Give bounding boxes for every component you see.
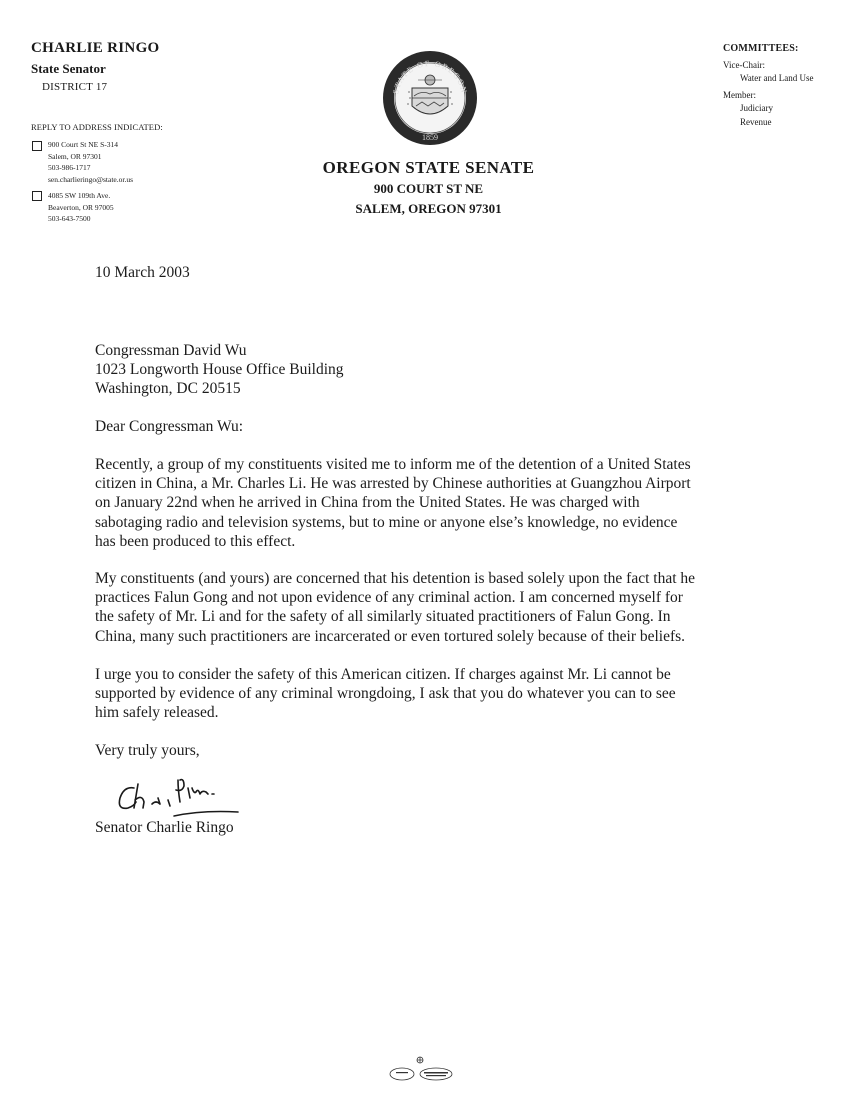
paragraph-line: the safety of Mr. Li and for the safety of all similarly situated practitioners of Falun Gong. In	[95, 608, 671, 626]
address-line: 900 Court St NE S-314	[48, 140, 119, 149]
paragraph-line: practices Falun Gong and not upon evidence of any criminal action. I am concerned myself for	[95, 589, 683, 607]
senate-street: 900 COURT ST NE	[373, 181, 484, 196]
committee-item: Water and Land Use	[740, 73, 814, 83]
oregon-seal-icon	[382, 50, 478, 146]
signer-name: Senator Charlie Ringo	[95, 819, 234, 836]
reply-to-label: REPLY TO ADDRESS INDICATED:	[31, 122, 163, 132]
senator-name: CHARLIE RINGO	[31, 40, 160, 56]
paragraph-line: him safely released.	[95, 704, 219, 722]
paragraph-line: My constituents (and yours) are concerned that his detention is based solely upon the fact that he	[95, 570, 696, 587]
senate-title: OREGON STATE SENATE	[322, 158, 535, 177]
paragraph-line: China, many such practitioners are incarcerated or even tortured solely because of their beliefs.	[95, 627, 686, 645]
paragraph-line: has been produced to this effect.	[95, 532, 296, 550]
address-line: Salem, OR 97301	[48, 151, 102, 161]
address-line: Beaverton, OR 97005	[48, 202, 114, 212]
address-phone: 503-643-7500	[48, 214, 91, 223]
letter-closing: Very truly yours,	[95, 742, 200, 759]
handwritten-signature	[112, 774, 252, 824]
vice-chair-label: Vice-Chair:	[723, 60, 765, 70]
paragraph-line: sabotaging radio and television systems, but to mine or anyone else’s knowledge, no evidence	[95, 513, 678, 531]
union-bug-icon	[384, 1054, 456, 1084]
recipient-name: Congressman David Wu	[95, 342, 247, 359]
committee-item: Judiciary	[740, 103, 773, 113]
recipient-address: 1023 Longworth House Office Building	[95, 361, 344, 378]
paragraph-line: citizen in China, a Mr. Charles Li. He was arrested by Chinese authorities at Guangzhou Airport	[95, 475, 691, 493]
paragraph-line: on January 22nd when he arrived in China from the United States. He was charged with	[95, 494, 640, 512]
letter-paragraph	[95, 455, 775, 551]
salutation: Dear Congressman Wu:	[95, 418, 244, 435]
senator-district: DISTRICT 17	[42, 81, 108, 93]
letter-paragraph	[95, 569, 775, 646]
paragraph-line: supported by evidence of any criminal wrongdoing, I ask that you do whatever you can to see	[95, 685, 676, 703]
seal-text-top: STATE OF OREGON	[391, 58, 469, 95]
paragraph-line: Recently, a group of my constituents visited me to inform me of the detention of a United States	[95, 456, 691, 473]
address-phone: 503-986-1717	[48, 163, 91, 172]
seal-year: 1859	[422, 133, 438, 142]
recipient-city: Washington, DC 20515	[95, 380, 241, 397]
paragraph-line: I urge you to consider the safety of this American citizen. If charges against Mr. Li cannot be	[95, 666, 671, 683]
address-checkbox-salem[interactable]	[32, 141, 42, 151]
committees-heading: COMMITTEES:	[723, 43, 799, 54]
senate-city: SALEM, OREGON 97301	[355, 201, 502, 216]
member-label: Member:	[723, 90, 756, 100]
address-email: sen.charlieringo@state.or.us	[48, 174, 134, 184]
senator-title: State Senator	[31, 61, 106, 76]
address-line: 4085 SW 109th Ave.	[48, 191, 111, 200]
committee-item: Revenue	[740, 117, 772, 127]
letter-paragraph	[95, 665, 775, 723]
letter-date: 10 March 2003	[95, 264, 190, 281]
